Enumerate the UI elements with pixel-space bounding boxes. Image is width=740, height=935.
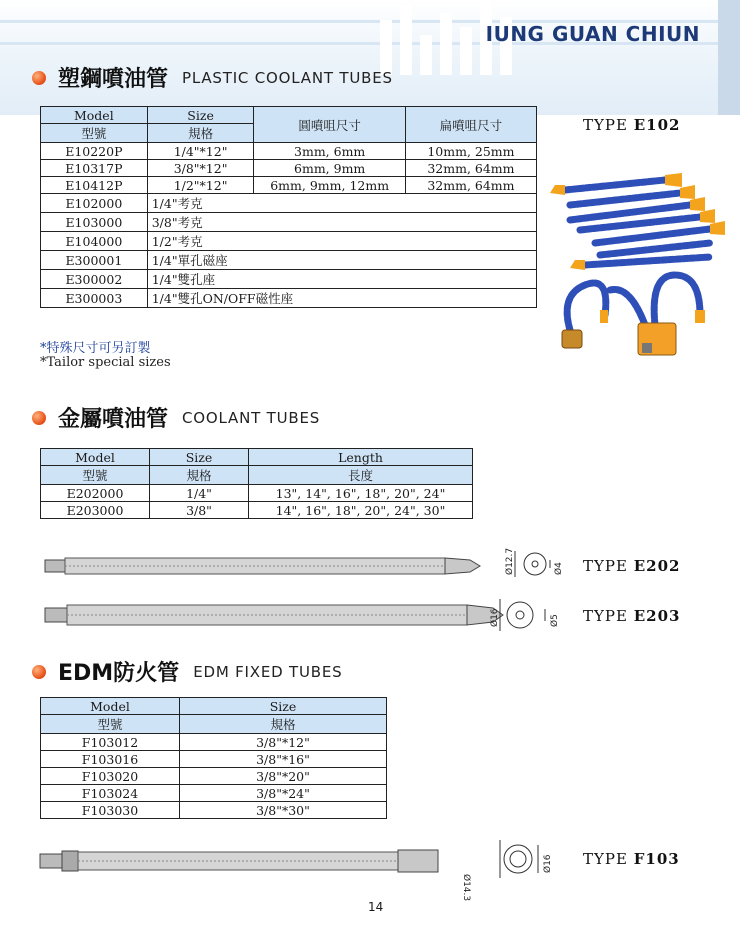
table-cell: 3/8"*30" [180, 802, 387, 819]
table-row [41, 485, 473, 502]
table-row [41, 751, 387, 768]
table-row [41, 251, 537, 270]
table-row [41, 213, 537, 232]
bullet-icon [32, 665, 46, 679]
table-cell: E104000 [41, 232, 148, 251]
table-cell: F103016 [41, 751, 180, 768]
plastic-table [40, 106, 537, 308]
table-cell: 1/4"雙孔ON/OFF磁性座 [147, 289, 536, 308]
brand-name: IUNG GUAN CHIUN [485, 22, 700, 46]
table-cell: F103012 [41, 734, 180, 751]
type-label-e203 [583, 607, 680, 625]
switch-icon [642, 343, 652, 353]
table-cell: 1/4"單孔磁座 [147, 251, 536, 270]
table-cell: 1/4"考克 [147, 194, 536, 213]
table-header-row [41, 715, 387, 734]
page-number: 14 [368, 900, 384, 914]
nozzle-icon [700, 209, 715, 223]
section-title-plastic [32, 62, 393, 93]
bullet-icon [32, 411, 46, 425]
dim-inner: Ø5 [550, 614, 560, 627]
section-title-en: COOLANT TUBES [182, 408, 321, 427]
dim-outer: Ø16 [490, 608, 500, 627]
header-cell: 規格 [180, 715, 387, 734]
table-cell: F103030 [41, 802, 180, 819]
nozzle-icon [570, 260, 585, 270]
table-cell: E103000 [41, 213, 148, 232]
table-cell: 3/8"*20" [180, 768, 387, 785]
tube-segment [600, 243, 710, 255]
section-title-metal [32, 402, 320, 433]
plastic-tubes-illustration [550, 165, 730, 360]
header-cell: 型號 [41, 466, 150, 485]
dim-inner: Ø4 [554, 562, 564, 575]
table-cell: 3/8"考克 [147, 213, 536, 232]
type-code: E102 [633, 116, 681, 134]
type-code: E202 [633, 557, 681, 575]
table-row [41, 785, 387, 802]
table-cell: 13", 14", 16", 18", 20", 24" [249, 485, 473, 502]
header-cell: 圓噴咀尺寸 [254, 107, 405, 143]
header-cell: Model [41, 107, 148, 124]
end-view-icon [504, 845, 532, 873]
table-header-row [41, 449, 473, 466]
end-view-icon [507, 602, 533, 628]
header-cell: Model [41, 698, 180, 715]
table-cell: F103024 [41, 785, 180, 802]
table-row [41, 289, 537, 308]
nozzle-icon [710, 221, 725, 235]
table-row [41, 802, 387, 819]
type-prefix: TYPE [583, 557, 628, 575]
table-row [41, 502, 473, 519]
nozzle-tip-icon [445, 558, 480, 574]
section-title-en: EDM FIXED TUBES [193, 662, 343, 681]
table-row [41, 143, 537, 160]
tube-segment [595, 229, 710, 243]
thread-fitting-icon [40, 854, 62, 868]
table-cell: E300003 [41, 289, 148, 308]
metal-table [40, 448, 473, 519]
nozzle-icon [665, 173, 682, 187]
header-cell: Size [150, 449, 249, 466]
table-header-row [41, 466, 473, 485]
section-title-zh: EDM防火管 [58, 661, 180, 686]
table-row [41, 160, 537, 177]
nozzle-icon [600, 310, 608, 323]
header-banner [0, 0, 740, 115]
header-cell: 型號 [41, 124, 148, 143]
table-cell: E300001 [41, 251, 148, 270]
table-cell: E10220P [41, 143, 148, 160]
table-cell: E203000 [41, 502, 150, 519]
table-row [41, 768, 387, 785]
table-cell: E10412P [41, 177, 148, 194]
dim-outer: Ø12.7 [505, 547, 515, 575]
header-cell: 型號 [41, 715, 180, 734]
section-title-zh: 塑鋼噴油管 [58, 67, 169, 92]
table-cell: E300002 [41, 270, 148, 289]
header-cell: Size [147, 107, 254, 124]
dim-inner: Ø16 [543, 854, 553, 873]
nozzle-icon [690, 197, 705, 211]
bullet-icon [32, 71, 46, 85]
header-cell: 規格 [150, 466, 249, 485]
banner-edge [718, 0, 740, 115]
edm-table [40, 697, 387, 819]
table-row [41, 734, 387, 751]
header-cell: Length [249, 449, 473, 466]
table-cell: F103020 [41, 768, 180, 785]
type-prefix: TYPE [583, 607, 628, 625]
table-row [41, 232, 537, 251]
nozzle-icon [695, 310, 705, 323]
table-cell: 6mm, 9mm [254, 160, 405, 177]
tube-segment [585, 257, 710, 265]
tube-segment [654, 275, 700, 325]
tube-drawing-f103 [40, 838, 580, 902]
table-cell: 3/8"*12" [180, 734, 387, 751]
table-cell: 3/8"*16" [180, 751, 387, 768]
table-header-row [41, 698, 387, 715]
type-label-e202 [583, 557, 680, 575]
end-view-icon [524, 553, 546, 575]
table-cell: 1/2"*12" [147, 177, 254, 194]
note-en: *Tailor special sizes [40, 355, 171, 370]
tube-segment [610, 289, 645, 325]
table-header-row [41, 107, 537, 124]
type-code: F103 [633, 850, 680, 868]
magnet-base-icon [562, 330, 582, 348]
nut-icon [62, 851, 78, 871]
table-cell: 10mm, 25mm [405, 143, 536, 160]
table-cell: 32mm, 64mm [405, 177, 536, 194]
type-prefix: TYPE [583, 116, 628, 134]
table-row [41, 177, 537, 194]
type-label-e102 [583, 116, 680, 134]
table-cell: 3/8"*24" [180, 785, 387, 802]
table-cell: 14", 16", 18", 20", 24", 30" [249, 502, 473, 519]
thread-fitting-icon [45, 560, 65, 572]
section-title-edm [32, 656, 342, 687]
tube-drawing-e202 [45, 545, 575, 590]
nozzle-icon [680, 185, 695, 199]
table-cell: 1/4"雙孔座 [147, 270, 536, 289]
table-cell: 3mm, 6mm [254, 143, 405, 160]
section-title-en: PLASTIC COOLANT TUBES [182, 68, 393, 87]
header-cell: 扁噴咀尺寸 [405, 107, 536, 143]
table-cell: 3/8" [150, 502, 249, 519]
table-cell: 6mm, 9mm, 12mm [254, 177, 405, 194]
note-zh: *特殊尺寸可另訂製 [40, 341, 151, 356]
header-cell: Model [41, 449, 150, 466]
section-title-zh: 金屬噴油管 [58, 407, 169, 432]
tube-segment [565, 180, 665, 190]
table-cell: 1/4"*12" [147, 143, 254, 160]
table-row [41, 194, 537, 213]
table-cell: 32mm, 64mm [405, 160, 536, 177]
header-cell: Size [180, 698, 387, 715]
table-row [41, 270, 537, 289]
header-cell: 規格 [147, 124, 254, 143]
table-cell: E202000 [41, 485, 150, 502]
table-cell: 1/4" [150, 485, 249, 502]
table-cell: 1/2"考克 [147, 232, 536, 251]
table-cell: 3/8"*12" [147, 160, 254, 177]
tube-drawing-e203 [45, 595, 575, 640]
type-code: E203 [633, 607, 681, 625]
tube-segment [570, 193, 680, 205]
table-cell: E102000 [41, 194, 148, 213]
table-cell: E10317P [41, 160, 148, 177]
end-fitting-icon [398, 850, 438, 872]
type-prefix: TYPE [583, 850, 628, 868]
type-label-f103 [583, 850, 680, 868]
nozzle-icon [550, 185, 565, 195]
thread-fitting-icon [45, 608, 67, 622]
dim-outer: Ø14.3 [461, 874, 471, 902]
header-cell: 長度 [249, 466, 473, 485]
